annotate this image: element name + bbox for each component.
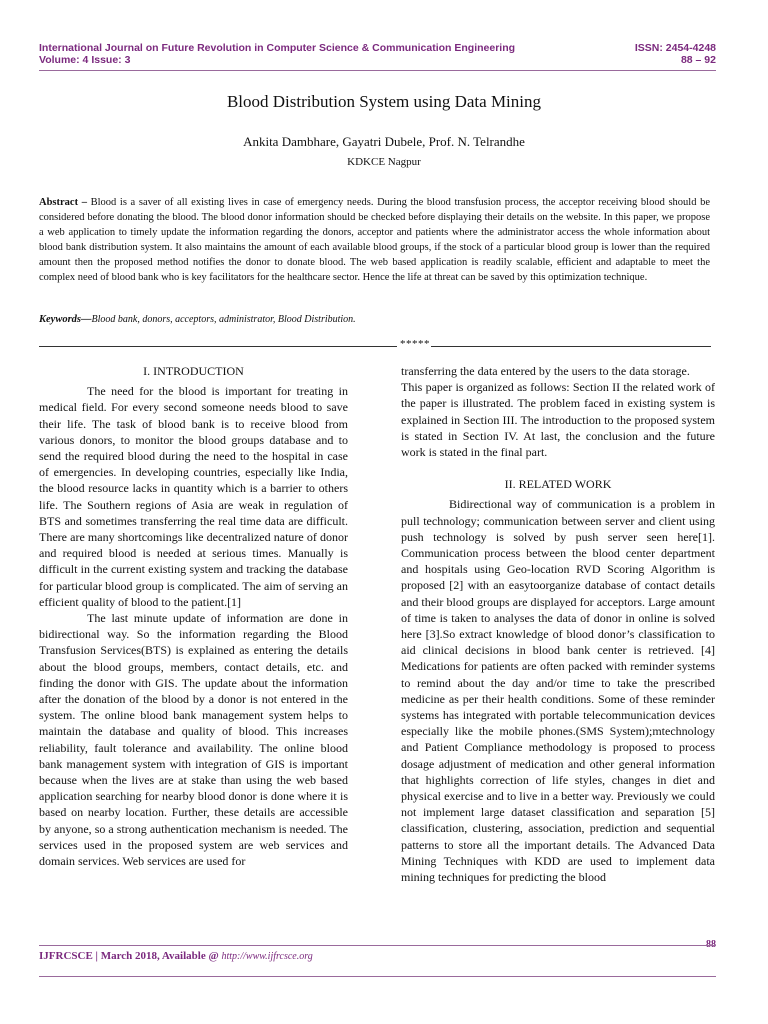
right-paragraph-continued: transferring the data entered by the users to the data storage. bbox=[401, 364, 690, 378]
abstract bbox=[39, 195, 710, 286]
footer-text: IJFRCSCE | March 2018, Available @ bbox=[39, 950, 219, 962]
left-column bbox=[39, 363, 348, 869]
journal-issn: ISSN: 2454-4248 bbox=[634, 42, 716, 54]
abstract-text: Blood is a saver of all existing lives in case of emergency needs. During the blood transfusion process, the acceptor receiving blood should be considered before donating the blood. The blood donor information should be checked before displaying their details on the website. In this paper, we propose a web application to timely update the information regarding the donors, acceptor and patients where the administrator access the whole information about blood bank distribution system. It also maintains the amount of each available blood groups, if the stock of a particular blood group is lower than the required amount then the proposed method notifies the donor to donate blood. The web based application is readily scalable, efficient and adaptable to meet the complex need of blood bank who is key facilitators for the healthcare sector. Hence the life at threat can be saved by this optimization technique. bbox=[39, 197, 711, 284]
related-work-paragraph: Bidirectional way of communication is a problem in pull technology; communication between server and client using push technology is solved by push server seen here[1]. Communication process between the blood center department and hospitals using Geo-location RVD Scoring Algorithm is proposed [2] with an easytoorganize database of contact details and their blood groups are displayed for acceptors. Large amount of time is taken to analyses the data of donor in online is solved here [3].So extract knowledge of blood donor’s classification to aid clinical decisions in blood bank center is retrieved. [4] Medications for patients are often packed with reminder systems to remind about the day and/or time to take the prescribed medicine as per their health conditions. Some of these reminder systems has integrated with portable telecommunication devices especially like the mobile phones.(SMS System);mtechnology and Patient Compliance methodology is proposed to process dosage adjustment of medication and other general information that highlights correction of life styles, changes in diet and physical exercise and to live in a better way. Previously we could not implement large dataset classification and separation [5] classification, clustering, association, prediction and sequential patterns to store all the important details. The Advanced Data Mining Techniques with KDD are used to implement data mining techniques for predicting the blood bbox=[401, 497, 715, 885]
organization-paragraph: This paper is organized as follows: Section II the related work of the paper is illustrated. The problem faced in existing system is explained in Section III. The introduction to the proposed system is stated in Section IV. At last, the conclusion and the future work is stated in the final part. bbox=[401, 380, 715, 460]
separator-line-right bbox=[431, 346, 711, 347]
footer-rule-bottom bbox=[39, 976, 716, 977]
paper-affiliation: KDKCE Nagpur bbox=[347, 156, 421, 168]
right-column bbox=[401, 363, 715, 885]
separator-line-left bbox=[39, 346, 397, 347]
section-heading-related-work: II. RELATED WORK bbox=[504, 477, 612, 492]
page-number: 88 bbox=[706, 939, 716, 950]
journal-name: International Journal on Future Revolution in Computer Science & Communication Engineering bbox=[39, 42, 516, 54]
header-rule bbox=[39, 70, 716, 71]
keywords bbox=[39, 314, 356, 325]
section-heading-introduction: I. INTRODUCTION bbox=[143, 364, 244, 378]
journal-pages: 88 – 92 bbox=[680, 54, 716, 66]
abstract-label: Abstract – bbox=[39, 197, 87, 208]
keywords-label: Keywords— bbox=[39, 314, 92, 325]
intro-paragraph-1: The need for the blood is important for treating in medical field. For every second someone needs blood to save their life. The task of blood bank is to receive blood from various donors, to monitor the blood groups database and to send the required blood during the need to the hospital in case of emergencies. In developing countries, especially like India, the blood resource lacks in quantity which is a barrier to others life. The Southern regions of Asia are weak in regulation of BTS and sometimes transferring the real time data are difficult. There are many shortcomings like decentralized nature of donor and required blood is needed at serious times. Manually is difficult in the current existing system and tracking the database for particular blood group is complicated. The aim of serving an efficient quality of blood to the patient.[1] bbox=[39, 384, 348, 609]
paper-authors: Ankita Dambhare, Gayatri Dubele, Prof. N. Telrandhe bbox=[243, 134, 525, 149]
paper-title: Blood Distribution System using Data Mining bbox=[226, 92, 542, 111]
footer-url[interactable]: http://www.ijfrcsce.org bbox=[221, 951, 313, 962]
keywords-text: Blood bank, donors, acceptors, administrator, Blood Distribution. bbox=[91, 314, 356, 325]
footer-rule-top bbox=[39, 945, 716, 946]
intro-paragraph-2: The last minute update of information are done in bidirectional way. So the information regarding the Blood Transfusion Services(BTS) is explained as entering the details about the blood groups, members, contact details, etc. and finding the donor with GIS. The update about the information after the donation of the blood by a donor is not entered in the system. The online blood bank management system helps to maintain the database and quality of blood. This increases reliability, fault tolerance and availability. The online blood bank management system with integration of GIS is important because when the lives are at stake than using the web based application searching for nearby blood donor is done where it is based on nearby location. Further, these details are accessible by anyone, so a strong authentication mechanism is needed. The services used in the proposed system are web services and domain services. Web services are used for bbox=[39, 611, 348, 869]
separator-stars: ***** bbox=[400, 338, 430, 350]
footer bbox=[39, 950, 313, 962]
section-separator bbox=[39, 338, 711, 352]
journal-volume: Volume: 4 Issue: 3 bbox=[39, 54, 131, 66]
